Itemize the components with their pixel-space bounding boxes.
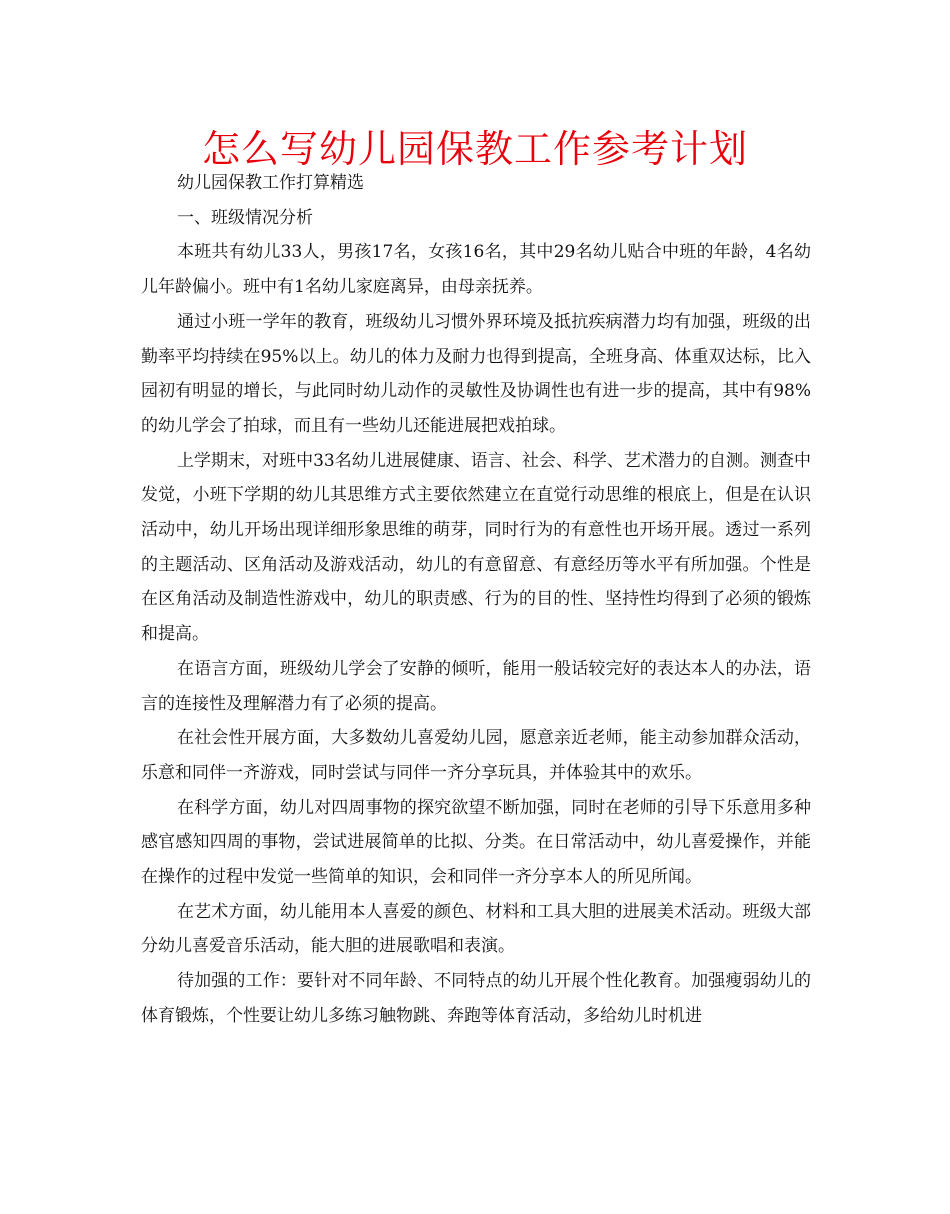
paragraph: 在社会性开展方面，大多数幼儿喜爱幼儿园，愿意亲近老师，能主动参加群众活动，乐意和同伴一齐游戏，同时尝试与同伴一齐分享玩具，并体验其中的欢乐。 [141, 728, 811, 783]
section-heading: 一、班级情况分析 [177, 207, 313, 228]
paragraph: 待加强的工作：要针对不同年龄、不同特点的幼儿开展个性化教育。加强瘦弱幼儿的体育锻炼，个性要让幼儿多练习触物跳、奔跑等体育活动，多给幼儿时机进 [141, 971, 811, 1026]
paragraph: 通过小班一学年的教育，班级幼儿习惯外界环境及抵抗疾病潜力均有加强，班级的出勤率平均持续在95%以上。幼儿的体力及耐力也得到提高，全班身高、体重双达标，比入园初有明显的增长，与此同时幼儿动作的灵敏性及协调性也有进一步的提高，其中有98%的幼儿学会了拍球，而且有一些幼儿还能进展把戏拍球。 [141, 311, 811, 436]
paragraph: 在科学方面，幼儿对四周事物的探究欲望不断加强，同时在老师的引导下乐意用多种感官感知四周的事物，尝试进展简单的比拟、分类。在日常活动中，幼儿喜爱操作，并能在操作的过程中发觉一些简单的知识，会和同伴一齐分享本人的所见所闻。 [141, 797, 811, 888]
paragraph: 本班共有幼儿33人，男孩17名，女孩16名，其中29名幼儿贴合中班的年龄，4名幼儿年龄偏小。班中有1名幼儿家庭离异，由母亲抚养。 [141, 242, 811, 298]
document-body [141, 166, 811, 1034]
paragraph: 在语言方面，班级幼儿学会了安静的倾听，能用一般话较完好的表达本人的办法，语言的连接性及理解潜力有了必须的提高。 [141, 658, 811, 714]
document-title: 怎么写幼儿园保教工作参考计划 [201, 127, 748, 171]
paragraph: 上学期末，对班中33名幼儿进展健康、语言、社会、科学、艺术潜力的自测。测查中发觉，小班下学期的幼儿其思维方式主要依然建立在直觉行动思维的根底上，但是在认识活动中，幼儿开场出现详细形象思维的萌芽，同时行为的有意性也开场开展。透过一系列的主题活动、区角活动及游戏活动，幼儿的有意留意、有意经历等水平有所加强。个性是在区角活动及制造性游戏中，幼儿的职责感、行为的目的性、坚持性均得到了必须的锻炼和提高。 [141, 450, 811, 645]
paragraph: 在艺术方面，幼儿能用本人喜爱的颜色、材料和工具大胆的进展美术活动。班级大部分幼儿喜爱音乐活动，能大胆的进展歌唱和表演。 [141, 901, 811, 957]
paragraph: 幼儿园保教工作打算精选 [177, 173, 364, 193]
